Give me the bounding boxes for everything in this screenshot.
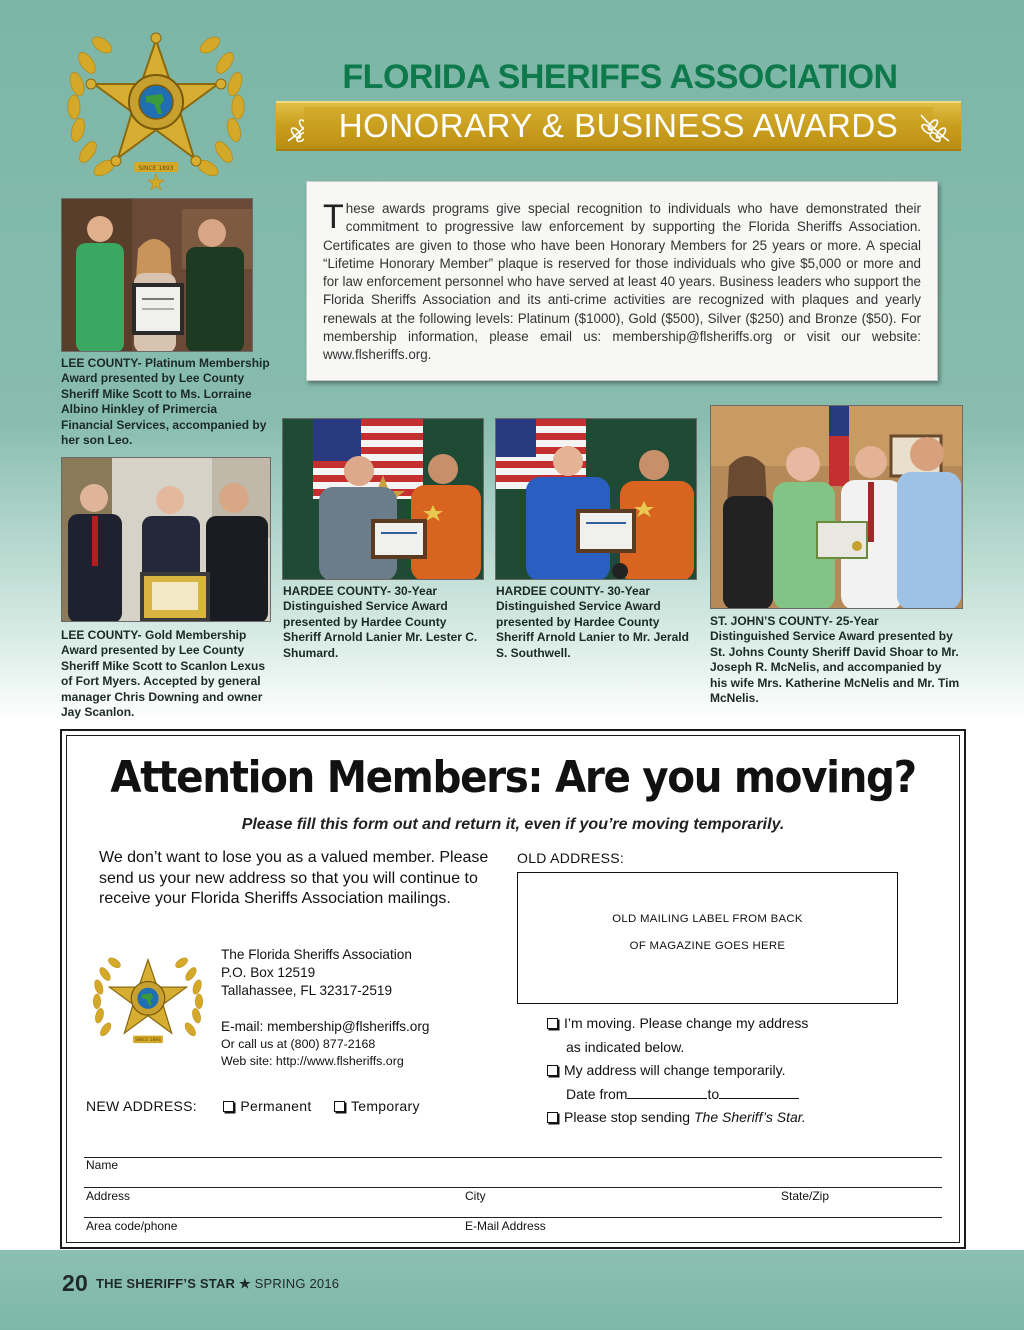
awards-banner	[276, 101, 961, 151]
new-address-label: NEW ADDRESS:	[86, 1098, 197, 1114]
caption-lee-platinum: LEE COUNTY- Platinum Membership Award presented by Lee County Sheriff Mike Scott to Ms. Lorraine Albino Hinkley of Primercia Financial Services, accompanied by her son Leo.	[61, 356, 270, 448]
temporary-change-checkbox[interactable]	[547, 1065, 558, 1076]
stop-sending-checkbox[interactable]	[547, 1112, 558, 1123]
issue-label: SPRING 2016	[254, 1276, 340, 1291]
option-stop-label: Please stop sending	[564, 1109, 694, 1125]
email-label: E-Mail Address	[465, 1219, 546, 1233]
name-label: Name	[86, 1158, 119, 1172]
address-line-1: The Florida Sheriffs Association	[221, 947, 412, 962]
phone-field-line[interactable]	[84, 1217, 942, 1218]
address-line-2: P.O. Box 12519	[221, 965, 316, 980]
mailing-address	[221, 946, 491, 1070]
awards-banner-text: HONORARY & BUSINESS AWARDS	[338, 107, 899, 144]
permanent-checkbox[interactable]	[223, 1101, 234, 1112]
caption-lee-gold: LEE COUNTY- Gold Membership Award presented by Lee County Sheriff Mike Scott to Scanlon Lexus of Fort Myers. Accepted by general manager Chris Downing and owner Jay Scanlon.	[61, 628, 266, 720]
laurel-right-icon	[917, 111, 953, 145]
contact-website[interactable]: Web site: http://www.flsheriffs.org	[221, 1054, 404, 1068]
name-field-line[interactable]	[84, 1157, 942, 1158]
option-stop-title: The Sheriff’s Star.	[693, 1109, 806, 1125]
temporary-label: Temporary	[350, 1098, 420, 1114]
option-moving-label: I’m moving. Please change my address	[564, 1015, 809, 1031]
phone-label: Area code/phone	[86, 1219, 178, 1233]
option-temporary[interactable]	[547, 1059, 877, 1083]
publication-name: THE SHERIFF’S STAR	[95, 1276, 236, 1291]
contact-email[interactable]: E-mail: membership@flsheriffs.org	[221, 1019, 430, 1034]
fsa-logo-small	[92, 942, 204, 1062]
old-box-line-1: OLD MAILING LABEL FROM BACK	[612, 913, 803, 925]
intro-box	[306, 181, 938, 381]
logo-small-since-text: SINCE 1893	[135, 1038, 161, 1044]
intro-text: hese awards programs give special recognition to individuals who have demonstrated their commitment to progressive law enforcement by supporting the Florida Sheriffs Association. Certificates are given to those who have been Honorary Members for 25 years or more. A special “Lifetime Honorary Member” plaque is reserved for those individuals who give $5,000 or more and for law enforcement personnel who have served at least 40 years. Business leaders who support the Florida Sheriffs Association and its anti-crime activities are recognized with plaques and yearly renewals at the following levels: Platinum ($1000), Gold ($500), Silver ($250) and Bronze ($50). For membership information, please email us: membership@flsheriffs.org or visit our website: www.flsheriffs.org.	[323, 201, 921, 363]
page-number: 20	[62, 1270, 88, 1296]
temporary-checkbox[interactable]	[334, 1101, 345, 1112]
form-title: Attention Members: Are you moving?	[110, 752, 916, 803]
state-zip-label: State/Zip	[781, 1189, 830, 1203]
date-range	[547, 1083, 877, 1107]
photo-hardee-shumard	[282, 418, 484, 580]
date-to-field[interactable]	[719, 1087, 799, 1099]
city-label: City	[465, 1189, 486, 1203]
photo-lee-platinum	[61, 198, 253, 352]
date-from-label: Date from	[566, 1085, 628, 1102]
fsa-logo	[66, 22, 246, 194]
caption-hardee-southwell: HARDEE COUNTY- 30-Year Distinguished Service Award presented by Hardee County Sheriff Arnold Lanier to Mr. Jerald S. Southwell.	[496, 584, 689, 660]
moving-options	[547, 1012, 877, 1130]
address-line-3: Tallahassee, FL 32317-2519	[221, 983, 393, 998]
contact-phone: Or call us at (800) 877-2168	[221, 1037, 376, 1051]
old-address-label: OLD ADDRESS:	[517, 850, 625, 866]
option-temporary-label: My address will change temporarily.	[564, 1062, 786, 1078]
intro-dropcap: T	[323, 198, 344, 236]
photo-hardee-southwell	[495, 418, 697, 580]
moving-checkbox[interactable]	[547, 1018, 558, 1029]
caption-hardee-shumard: HARDEE COUNTY- 30-Year Distinguished Service Award presented by Hardee County Sheriff Arnold Lanier Mr. Lester C. Shumard.	[283, 584, 478, 660]
page-footer	[62, 1270, 339, 1297]
caption-st-johns: ST. JOHN’S COUNTY- 25-Year Distinguished Service Award presented by St. Johns County Sheriff David Shoar to Mr. Joseph R. McNelis, and accompanied by his wife Mrs. Katherine McNelis and Mr. Tim McNelis.	[710, 614, 960, 706]
form-subtitle: Please fill this form out and return it, even if you’re moving temporarily.	[241, 816, 785, 833]
footer-star-icon: ★	[238, 1276, 251, 1291]
photo-st-johns	[710, 405, 963, 609]
date-from-field[interactable]	[627, 1087, 707, 1099]
date-to-label: to	[707, 1085, 720, 1102]
form-intro: We don’t want to lose you as a valued member. Please send us your new address so that you will continue to receive your Florida Sheriffs Association mailings.	[99, 849, 489, 907]
option-moving-cont: as indicated below.	[566, 1038, 685, 1055]
association-title: FLORIDA SHERIFFS ASSOCIATION	[342, 58, 898, 96]
logo-since-text: SINCE 1893	[138, 165, 174, 172]
new-address-row	[86, 1098, 420, 1114]
photo-lee-gold	[61, 457, 271, 622]
old-label-box	[517, 872, 898, 1004]
option-moving[interactable]	[547, 1012, 877, 1036]
address-label: Address	[86, 1189, 131, 1203]
permanent-label: Permanent	[240, 1098, 312, 1114]
address-field-line[interactable]	[84, 1187, 942, 1188]
option-stop[interactable]	[547, 1106, 877, 1130]
old-box-line-2: OF MAGAZINE GOES HERE	[629, 940, 786, 952]
